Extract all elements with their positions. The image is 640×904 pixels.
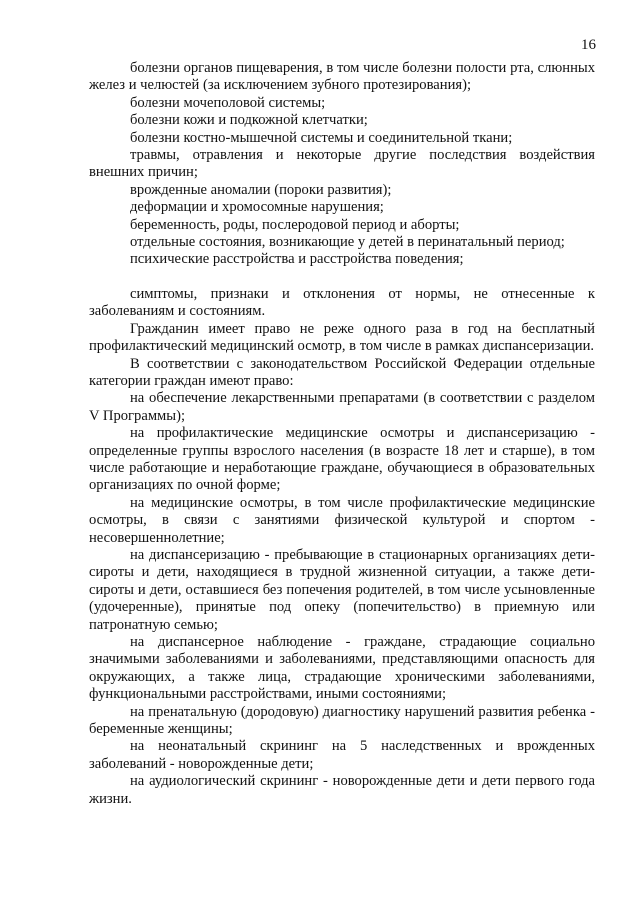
paragraph: болезни кожи и подкожной клетчатки;	[130, 112, 368, 129]
paragraph: В соответствии с законодательством Российской Федерации отдельные категории граждан имеют право:	[89, 355, 595, 389]
paragraph: на диспансеризацию - пребывающие в стационарных организациях дети-сироты и дети, находящиеся в трудной жизненной ситуации, а также дети-сироты и дети, оставшиеся без попечения родителей, в том числе усыновленные (удочеренные), принятые под опеку (попечительство) в приемную или патронатную семью;	[89, 546, 595, 633]
paragraph: психические расстройства и расстройства поведения;	[130, 251, 464, 268]
page-number: 16	[581, 37, 596, 53]
paragraph: отдельные состояния, возникающие у детей в перинатальный период;	[130, 234, 565, 251]
paragraph: беременность, роды, послеродовой период и аборты;	[130, 216, 460, 233]
body-text	[89, 60, 595, 808]
paragraph: симптомы, признаки и отклонения от нормы, не отнесенные к заболеваниям и состояниям.	[89, 285, 595, 320]
paragraph: на обеспечение лекарственными препаратами (в соответствии с разделом V Программы);	[89, 390, 595, 424]
paragraph: болезни мочеполовой системы;	[130, 94, 326, 111]
paragraph: травмы, отравления и некоторые другие последствия воздействия внешних причин;	[89, 147, 595, 181]
paragraph: болезни костно-мышечной системы и соединительной ткани;	[130, 129, 513, 146]
paragraph: Гражданин имеет право не реже одного раза в год на бесплатный профилактический медицинский осмотр, в том числе в рамках диспансеризации.	[89, 320, 595, 355]
paragraph: на неонатальный скрининг на 5 наследственных и врожденных заболеваний - новорожденные дети;	[89, 738, 595, 772]
paragraph: на диспансерное наблюдение - граждане, страдающие социально значимыми заболеваниями и заболеваниями, представляющими опасность для окружающих, а также лица, страдающие хроническими заболеваниями, функциональными расстройствами, иными состояниями;	[89, 634, 595, 703]
paragraph: на медицинские осмотры, в том числе профилактические медицинские осмотры, в связи с занятиями физической культурой и спортом - несовершеннолетние;	[89, 494, 595, 546]
paragraph: на профилактические медицинские осмотры и диспансеризацию - определенные группы взрослого населения (в возрасте 18 лет и старше), в том числе работающие и неработающие граждане, обучающиеся в образовательных организациях по очной форме;	[89, 425, 595, 494]
paragraph: деформации и хромосомные нарушения;	[130, 199, 384, 216]
paragraph: на аудиологический скрининг - новорожденные дети и дети первого года жизни.	[89, 773, 595, 807]
paragraph: врожденные аномалии (пороки развития);	[130, 181, 392, 198]
paragraph: на пренатальную (дородовую) диагностику нарушений развития ребенка - беременные женщины;	[89, 703, 595, 738]
paragraph: болезни органов пищеварения, в том числе болезни полости рта, слюнных желез и челюстей (за исключением зубного протезирования);	[89, 60, 595, 94]
